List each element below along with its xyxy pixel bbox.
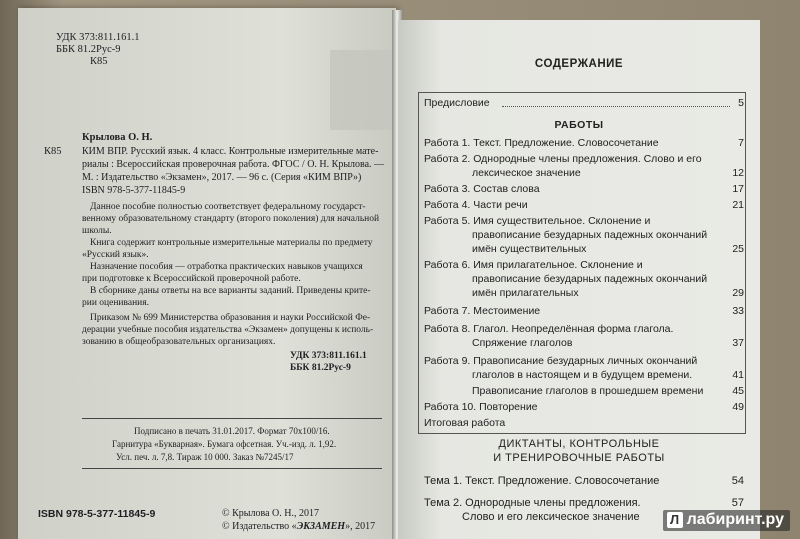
body-line: «Русский язык».: [82, 250, 149, 260]
isbn-line: ISBN 978-5-377-11845-9: [82, 185, 186, 196]
watermark-logo: Л лабиринт.ру: [663, 510, 790, 531]
toc-entry: Работа 2. Однородные члены предложения. Слово и его лексическое значение 12: [424, 153, 744, 179]
print-line: Усл. печ. л. 7,8. Тираж 10 000. Заказ №7245/17: [116, 452, 294, 462]
body-line: Данное пособие полностью соответствует федеральному государст-: [90, 202, 366, 212]
isbn-bottom: ISBN 978-5-377-11845-9: [38, 508, 156, 520]
section-raboty: РАБОТЫ: [554, 119, 604, 131]
print-line: Подписано в печать 31.01.2017. Формат 70х100/16.: [134, 426, 330, 436]
print-line: Гарнитура «Букварная». Бумага офсетная. Уч.-изд. л. 1,92.: [112, 439, 337, 449]
body-line: Книга содержит контрольные измерительные материалы по предмету: [90, 238, 373, 248]
labirint-icon: Л: [667, 512, 683, 528]
body-line: Назначение пособия — отработка практических навыков учащихся: [90, 262, 363, 272]
toc-entry: Работа 1. Текст. Предложение. Словосочетание 7: [424, 137, 744, 149]
toc-entry: Работа 10. Повторение 49: [424, 401, 744, 413]
copyright-author: © Крылова О. Н., 2017: [222, 508, 319, 519]
section-diktanty-1: ДИКТАНТЫ, КОНТРОЛЬНЫЕ: [498, 438, 660, 450]
toc-title: СОДЕРЖАНИЕ: [534, 58, 624, 70]
author-name: Крылова О. Н.: [82, 132, 153, 143]
toc-entry: Работа 6. Имя прилагательное. Склонение и правописание безударных падежных окончаний имён прилагательных 29: [424, 259, 744, 299]
body-line: при подготовке к Всероссийской проверочной работе.: [82, 274, 301, 284]
left-page: [18, 8, 396, 539]
divider: [82, 468, 382, 469]
body-line: зованию в общеобразовательных организациях.: [82, 337, 276, 347]
body-line: Приказом № 699 Министерства образования и науки Российской Фе-: [90, 313, 371, 323]
toc-entry-preface: Предисловие 5: [424, 97, 744, 109]
toc-entry-tema2: Тема 2. Однородные члены предложения. Слово и его лексическое значение 57: [424, 497, 744, 523]
bbk-right: ББК 81.2Рус-9: [290, 363, 351, 373]
desc-line-3: М. : Издательство «Экзамен», 2017. — 96 с. (Серия «КИМ ВПР»): [82, 172, 362, 183]
toc-entry: Работа 3. Состав слова 17: [424, 183, 744, 195]
bbk-top: ББК 81.2Рус-9: [56, 44, 121, 55]
body-line: венному образовательному стандарту (второго поколения) для начальной: [82, 214, 380, 224]
section-diktanty-2: И ТРЕНИРОВОЧНЫЕ РАБОТЫ: [493, 452, 665, 464]
toc-entry: Работа 5. Имя существительное. Склонение и правописание безударных падежных окончаний имён существительных 25: [424, 215, 744, 255]
toc-entry: Работа 7. Местоимение 33: [424, 305, 744, 317]
k85-side: К85: [44, 146, 62, 157]
body-line: рии оценивания.: [82, 298, 150, 308]
desc-line-1: КИМ ВПР. Русский язык. 4 класс. Контрольные измерительные мате-: [82, 146, 379, 157]
k85-top: К85: [90, 56, 108, 67]
toc-entry: Работа 8. Глагол. Неопределённая форма глагола. Спряжение глаголов 37: [424, 323, 744, 349]
toc-entry: Правописание глаголов в прошедшем времени 45: [472, 385, 744, 397]
right-page: [398, 20, 760, 539]
divider: [82, 418, 382, 419]
toc-entry: Работа 9. Правописание безударных личных окончаний глаголов в настоящем и в будущем времени. 41: [424, 355, 744, 381]
body-line: В сборнике даны ответы на все варианты заданий. Приведены крите-: [90, 286, 371, 296]
desc-line-2: риалы : Всероссийская проверочная работа. ФГОС / О. Н. Крылова. —: [82, 159, 385, 170]
toc-entry-tema1: Тема 1. Текст. Предложение. Словосочетание 54: [424, 475, 744, 487]
body-line: школы.: [82, 226, 112, 236]
toc-entry: Работа 4. Части речи 21: [424, 199, 744, 211]
cover-shadow: [330, 50, 396, 130]
udk-right: УДК 373:811.161.1: [290, 351, 367, 361]
udk-top: УДК 373:811.161.1: [56, 32, 140, 43]
body-line: дерации учебные пособия издательства «Экзамен» допущены к исполь-: [82, 325, 374, 335]
copyright-publisher: © Издательство «ЭКЗАМЕН», 2017: [222, 521, 376, 532]
toc-entry: Итоговая работа: [424, 417, 506, 429]
